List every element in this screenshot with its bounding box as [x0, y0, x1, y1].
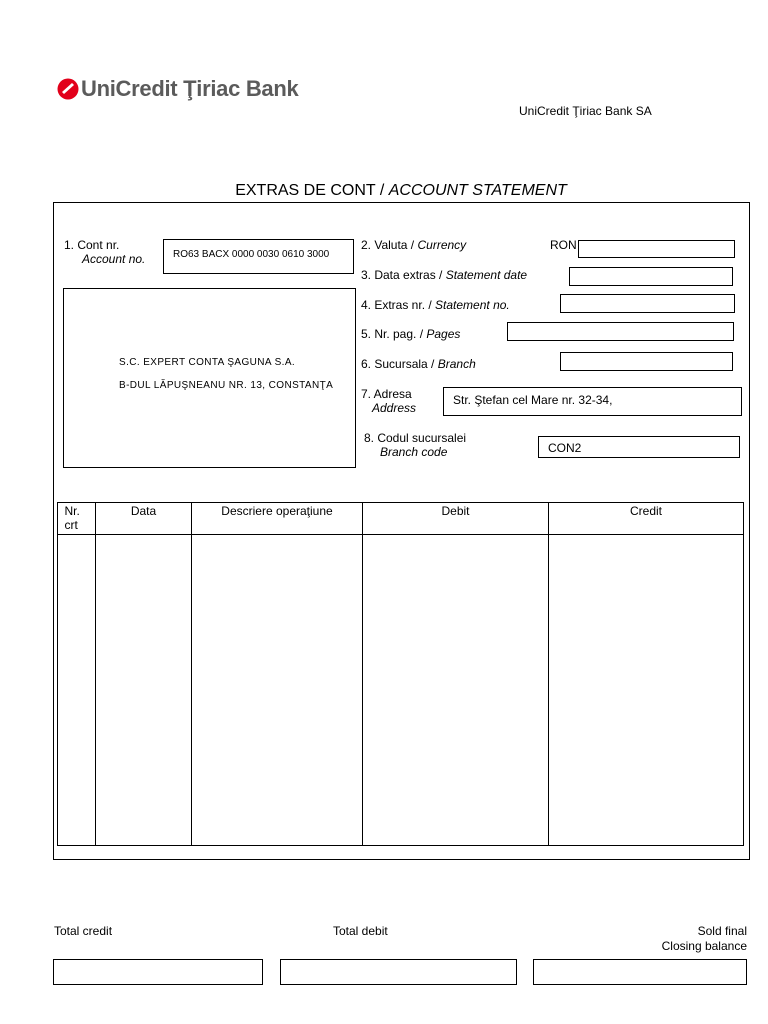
client-address: B-DUL LĂPUŞNEANU NR. 13, CONSTANŢA	[119, 380, 334, 391]
column-header-debit: Debit	[363, 503, 549, 535]
address-label-en: Address	[372, 401, 417, 415]
table-header-row	[58, 503, 744, 535]
branch-code-label-en: Branch code	[380, 445, 448, 459]
column-header-data: Data	[96, 503, 192, 535]
branch-code-label: 8. Codul sucursalei	[364, 431, 467, 445]
bank-name: UniCredit Ţiriac Bank SA	[519, 104, 652, 118]
currency-label: 2. Valuta / Currency	[361, 238, 467, 252]
branch-label: 6. Sucursala / Branch	[361, 357, 476, 371]
currency-field[interactable]	[578, 240, 735, 258]
total-credit-field[interactable]	[53, 959, 263, 985]
column-header-nr: Nr. crt	[58, 503, 96, 535]
branch-code-field[interactable]	[538, 436, 740, 458]
logo-text: UniCredit Ţiriac Bank	[81, 76, 299, 101]
document-title: EXTRAS DE CONT / ACCOUNT STATEMENT	[235, 182, 567, 199]
cell-debit	[363, 535, 549, 846]
cell-date	[96, 535, 192, 846]
address-value: Str. Ştefan cel Mare nr. 32-34,	[453, 393, 613, 407]
statement-no-label: 4. Extras nr. / Statement no.	[361, 298, 510, 312]
table-row	[58, 535, 744, 846]
closing-balance-label: Sold final Closing balance	[661, 924, 747, 953]
pages-label: 5. Nr. pag. / Pages	[361, 327, 461, 341]
account-label-en: Account no.	[82, 252, 146, 266]
statement-no-field[interactable]	[560, 294, 735, 313]
account-number-value: RO63 BACX 0000 0030 0610 3000	[173, 249, 330, 260]
cell-nr	[58, 535, 96, 846]
unicredit-logo-icon	[57, 78, 79, 100]
client-name: S.C. EXPERT CONTA ŞAGUNA S.A.	[119, 357, 296, 368]
closing-balance-field[interactable]	[533, 959, 747, 985]
cell-credit	[549, 535, 744, 846]
statement-date-field[interactable]	[569, 267, 733, 286]
total-debit-label: Total debit	[333, 924, 388, 938]
branch-field[interactable]	[560, 352, 733, 371]
account-label: 1. Cont nr.	[64, 238, 120, 252]
address-field[interactable]	[443, 387, 742, 416]
address-label: 7. Adresa	[361, 387, 412, 401]
operations-table	[57, 502, 744, 846]
cell-description	[192, 535, 363, 846]
branch-code-value: CON2	[548, 441, 582, 455]
total-debit-field[interactable]	[280, 959, 517, 985]
bank-logo	[57, 74, 298, 104]
pages-field[interactable]	[507, 322, 734, 341]
client-box	[63, 288, 356, 468]
account-number-field[interactable]	[163, 239, 354, 274]
total-credit-label: Total credit	[54, 924, 113, 938]
column-header-description: Descriere operaţiune	[192, 503, 363, 535]
column-header-credit: Credit	[549, 503, 744, 535]
statement-date-label: 3. Data extras / Statement date	[361, 268, 528, 282]
currency-value: RON	[550, 238, 577, 252]
